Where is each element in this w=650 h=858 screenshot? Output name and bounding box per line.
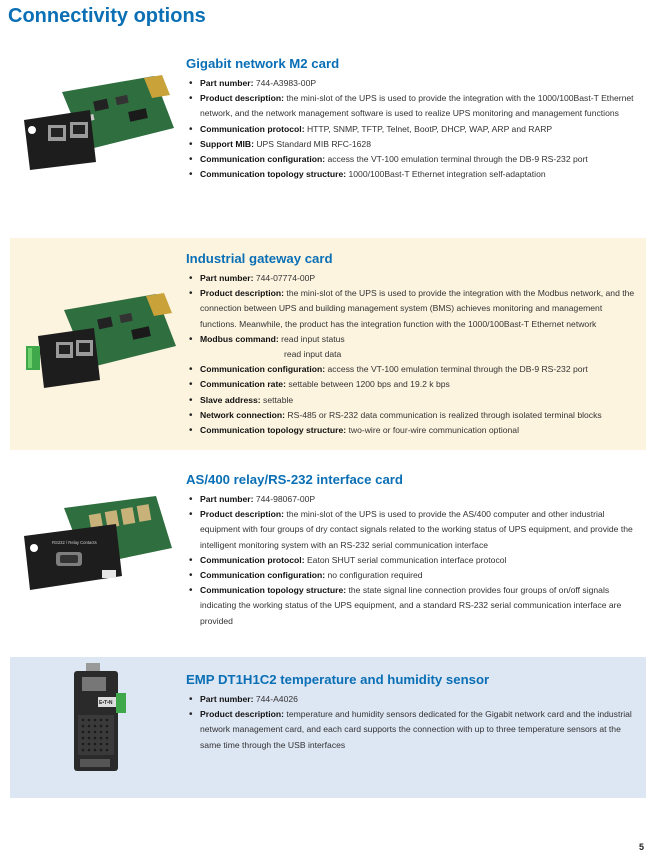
spec-communication-protocol: • Communication protocol: Eaton SHUT serial communication interface protocol — [186, 553, 640, 568]
sensor-content — [186, 672, 640, 753]
spec-communication-configuration: • Communication configuration: no configuration required — [186, 568, 640, 583]
card-title: Industrial gateway card — [186, 251, 333, 266]
spec-network-connection: • Network connection: RS-485 or RS-232 data communication is realized through isolated terminal blocks — [186, 408, 640, 423]
gigabit-card-content — [186, 56, 640, 182]
spec-slave-address: • Slave address: settable — [186, 393, 640, 408]
card-title: EMP DT1H1C2 temperature and humidity sensor — [186, 672, 490, 687]
spec-list — [186, 271, 640, 438]
page-title: Connectivity options — [8, 5, 206, 27]
spec-communication-rate: • Communication rate: settable between 1200 bps and 19.2 k bps — [186, 377, 640, 392]
spec-list — [186, 76, 640, 182]
as400-card-image — [24, 494, 174, 594]
spec-communication-configuration: • Communication configuration: access the VT-100 emulation terminal through the DB-9 RS-232 port — [186, 152, 640, 167]
sensor-brand-label: E•T•N — [99, 700, 113, 706]
gateway-card-image — [26, 290, 176, 390]
spec-support-mib: • Support MIB: UPS Standard MIB RFC-1628 — [186, 137, 640, 152]
spec-part-number: • Part number: 744-98067-00P — [186, 492, 640, 507]
card-title: AS/400 relay/RS-232 interface card — [186, 472, 403, 487]
spec-communication-topology: • Communication topology structure: the state signal line connection provides four groups of on/off signals indicating the working status of the UPS equipment, and a standard RS-232 serial communication interface are provided — [186, 583, 640, 629]
spec-communication-topology: • Communication topology structure: two-wire or four-wire communication optional — [186, 423, 640, 438]
spec-part-number: • Part number: 744-07774-00P — [186, 271, 640, 286]
spec-modbus-command: • Modbus command: read input status read input data — [186, 332, 640, 362]
spec-list — [186, 692, 640, 753]
spec-part-number: • Part number: 744-A4026 — [186, 692, 640, 707]
card-title: Gigabit network M2 card — [186, 56, 340, 71]
section-industrial-gateway — [10, 238, 646, 450]
spec-communication-configuration: • Communication configuration: access the VT-100 emulation terminal through the DB-9 RS-232 port — [186, 362, 640, 377]
spec-list — [186, 492, 640, 629]
section-as400-card — [10, 460, 646, 640]
section-temperature-sensor — [10, 657, 646, 798]
gateway-card-content — [186, 251, 640, 438]
page-number: 5 — [638, 842, 644, 852]
spec-part-number: • Part number: 744-A3983-00P — [186, 76, 640, 91]
sensor-image — [68, 663, 134, 775]
spec-product-description: • Product description: temperature and humidity sensors dedicated for the Gigabit network card and the industrial network management card, and each card supports the connection with up to three temperature sensors at the same time through the USB interfaces — [186, 707, 640, 753]
section-gigabit-card — [10, 40, 646, 225]
gigabit-card-image — [24, 70, 174, 170]
spec-product-description: • Product description: the mini-slot of the UPS is used to provide the integration with the Modbus network, and the connection between UPS and building management system (BMS) achieves monitoring and management functions. Meanwhile, the product has the integration function with the 1000/100Bast-T Ethernet network — [186, 286, 640, 332]
spec-product-description: • Product description: the mini-slot of the UPS is used to provide the integration with the 1000/100Bast-T Ethernet network, and the network management software is used to realize UPS monitoring and management functions — [186, 91, 640, 121]
spec-product-description: • Product description: the mini-slot of the UPS is used to provide the AS/400 computer and other industrial equipment with four groups of dry contact signals related to the working status of UPS equipment, and provide the intelligent monitoring system with an RS-232 serial communication interface — [186, 507, 640, 553]
as400-port-label: RS232 / Relay Contacts — [52, 540, 97, 545]
spec-communication-protocol: • Communication protocol: HTTP, SNMP, TFTP, Telnet, BootP, DHCP, WAP, ARP and RARP — [186, 122, 640, 137]
as400-card-content — [186, 472, 640, 629]
spec-communication-topology: • Communication topology structure: 1000/100Bast-T Ethernet integration self-adaptation — [186, 167, 640, 182]
